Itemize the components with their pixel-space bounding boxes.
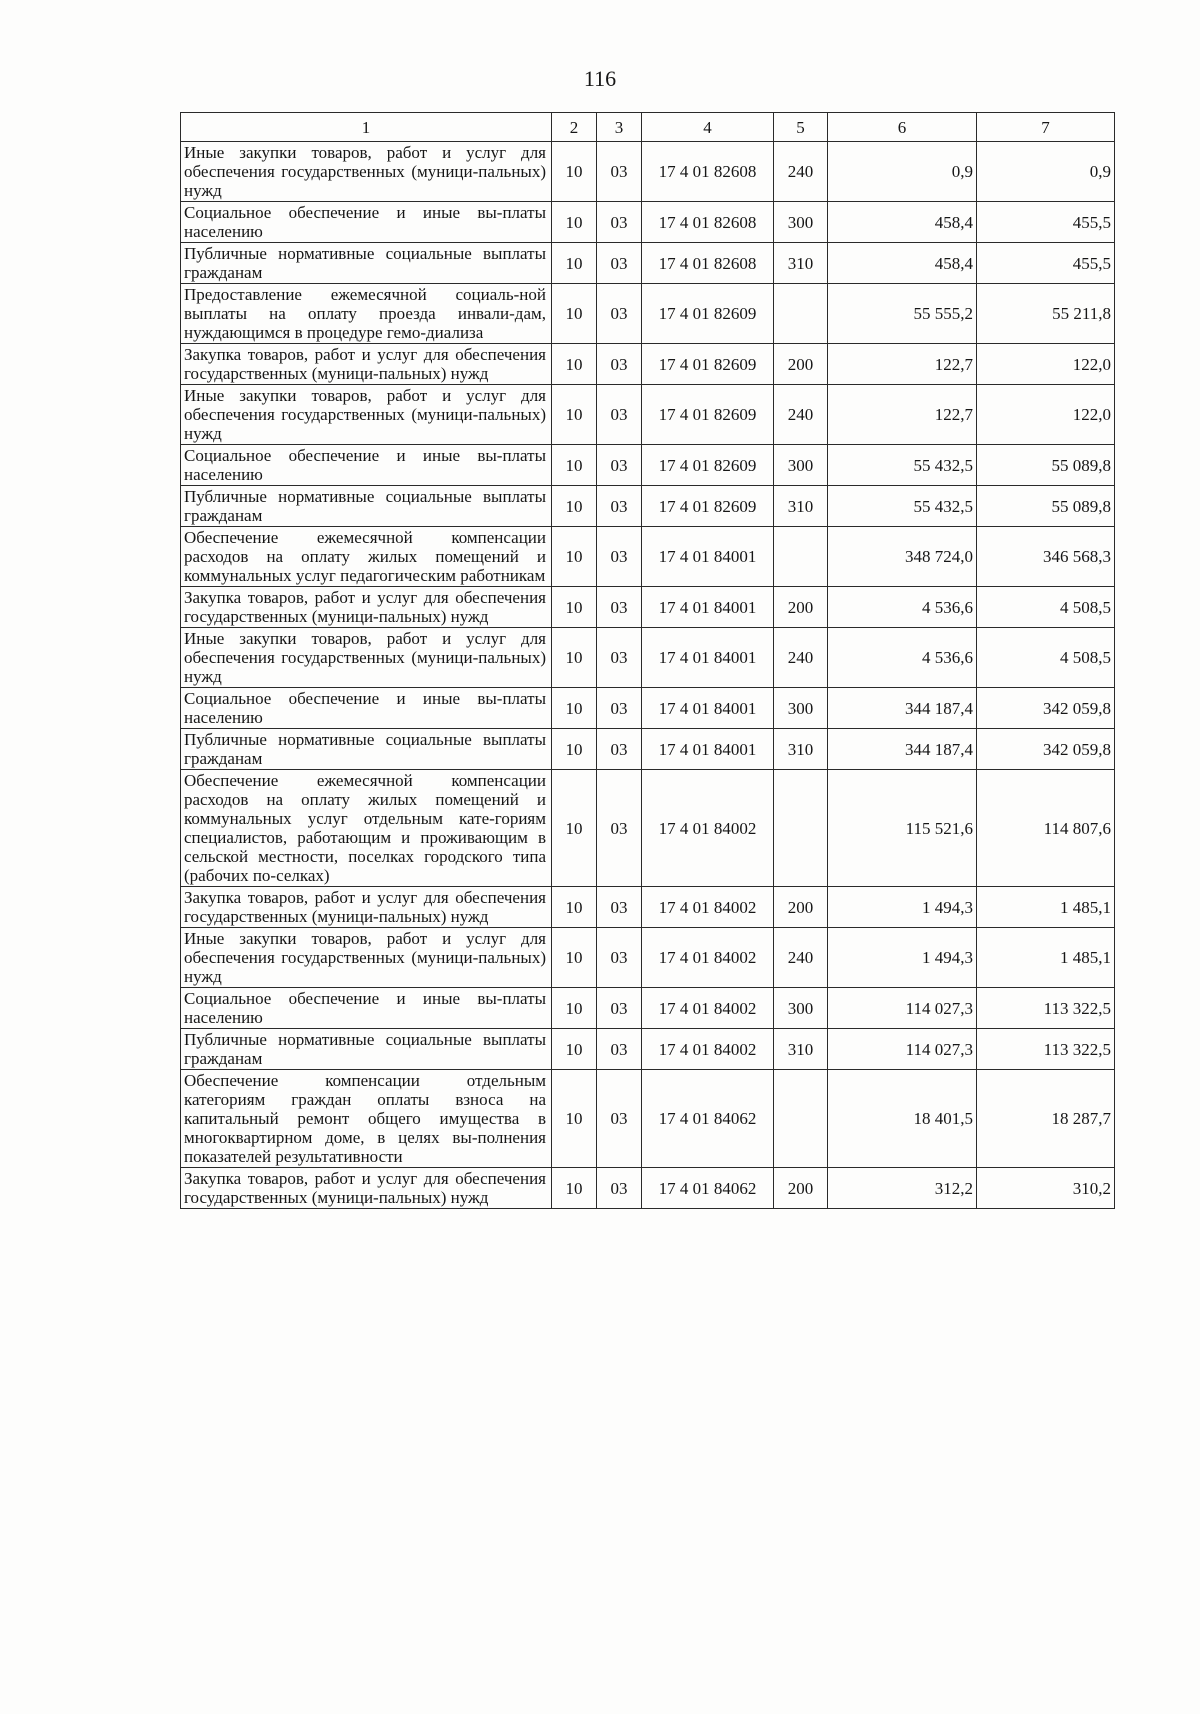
expense-type-code (774, 770, 828, 887)
table-body (181, 142, 1115, 1209)
amount-col-6: 55 432,5 (828, 445, 977, 486)
expense-type-code: 300 (774, 688, 828, 729)
expense-type-code: 240 (774, 142, 828, 202)
row-description: Социальное обеспечение и иные вы-платы населению (181, 988, 552, 1029)
amount-col-6: 18 401,5 (828, 1070, 977, 1168)
subsection-code: 03 (597, 243, 642, 284)
amount-col-7: 346 568,3 (977, 527, 1115, 587)
section-code: 10 (552, 344, 597, 385)
section-code: 10 (552, 688, 597, 729)
amount-col-6: 114 027,3 (828, 1029, 977, 1070)
target-article-code: 17 4 01 84002 (642, 770, 774, 887)
target-article-code: 17 4 01 82608 (642, 243, 774, 284)
subsection-code: 03 (597, 587, 642, 628)
row-description: Иные закупки товаров, работ и услуг для обеспечения государственных (муници-пальных) нужд (181, 928, 552, 988)
amount-col-7: 114 807,6 (977, 770, 1115, 887)
amount-col-7: 18 287,7 (977, 1070, 1115, 1168)
target-article-code: 17 4 01 84001 (642, 628, 774, 688)
column-header: 4 (642, 113, 774, 142)
table-row (181, 385, 1115, 445)
amount-col-6: 1 494,3 (828, 887, 977, 928)
target-article-code: 17 4 01 84002 (642, 928, 774, 988)
amount-col-7: 455,5 (977, 243, 1115, 284)
row-description: Публичные нормативные социальные выплаты гражданам (181, 729, 552, 770)
amount-col-6: 458,4 (828, 202, 977, 243)
section-code: 10 (552, 445, 597, 486)
expense-type-code: 200 (774, 344, 828, 385)
table-row (181, 243, 1115, 284)
column-header: 5 (774, 113, 828, 142)
subsection-code: 03 (597, 202, 642, 243)
row-description: Иные закупки товаров, работ и услуг для обеспечения государственных (муници-пальных) нужд (181, 142, 552, 202)
target-article-code: 17 4 01 82609 (642, 284, 774, 344)
amount-col-7: 310,2 (977, 1168, 1115, 1209)
section-code: 10 (552, 587, 597, 628)
expense-type-code: 310 (774, 486, 828, 527)
subsection-code: 03 (597, 928, 642, 988)
expense-type-code: 310 (774, 1029, 828, 1070)
table-row (181, 770, 1115, 887)
section-code: 10 (552, 770, 597, 887)
table-row (181, 142, 1115, 202)
table-header (181, 113, 1115, 142)
row-description: Иные закупки товаров, работ и услуг для обеспечения государственных (муници-пальных) нужд (181, 385, 552, 445)
target-article-code: 17 4 01 84001 (642, 587, 774, 628)
subsection-code: 03 (597, 729, 642, 770)
amount-col-6: 122,7 (828, 385, 977, 445)
expense-type-code: 200 (774, 1168, 828, 1209)
subsection-code: 03 (597, 142, 642, 202)
target-article-code: 17 4 01 84001 (642, 688, 774, 729)
target-article-code: 17 4 01 84001 (642, 527, 774, 587)
row-description: Публичные нормативные социальные выплаты гражданам (181, 243, 552, 284)
target-article-code: 17 4 01 82608 (642, 202, 774, 243)
expense-type-code (774, 284, 828, 344)
expense-type-code: 300 (774, 202, 828, 243)
amount-col-7: 1 485,1 (977, 928, 1115, 988)
row-description: Социальное обеспечение и иные вы-платы населению (181, 445, 552, 486)
row-description: Публичные нормативные социальные выплаты гражданам (181, 1029, 552, 1070)
amount-col-7: 455,5 (977, 202, 1115, 243)
target-article-code: 17 4 01 82609 (642, 445, 774, 486)
subsection-code: 03 (597, 1029, 642, 1070)
row-description: Социальное обеспечение и иные вы-платы населению (181, 688, 552, 729)
amount-col-6: 458,4 (828, 243, 977, 284)
expense-type-code: 310 (774, 243, 828, 284)
amount-col-6: 122,7 (828, 344, 977, 385)
table-row (181, 928, 1115, 988)
subsection-code: 03 (597, 445, 642, 486)
expense-type-code (774, 1070, 828, 1168)
target-article-code: 17 4 01 82609 (642, 344, 774, 385)
expense-type-code: 310 (774, 729, 828, 770)
column-header: 7 (977, 113, 1115, 142)
row-description: Иные закупки товаров, работ и услуг для обеспечения государственных (муници-пальных) нужд (181, 628, 552, 688)
section-code: 10 (552, 385, 597, 445)
target-article-code: 17 4 01 84001 (642, 729, 774, 770)
row-description: Закупка товаров, работ и услуг для обеспечения государственных (муници-пальных) нужд (181, 344, 552, 385)
section-code: 10 (552, 887, 597, 928)
subsection-code: 03 (597, 770, 642, 887)
table-row (181, 486, 1115, 527)
column-header: 2 (552, 113, 597, 142)
target-article-code: 17 4 01 84002 (642, 1029, 774, 1070)
table-row (181, 587, 1115, 628)
amount-col-6: 0,9 (828, 142, 977, 202)
amount-col-7: 55 089,8 (977, 486, 1115, 527)
amount-col-7: 0,9 (977, 142, 1115, 202)
amount-col-7: 113 322,5 (977, 1029, 1115, 1070)
subsection-code: 03 (597, 628, 642, 688)
table-row (181, 988, 1115, 1029)
section-code: 10 (552, 1168, 597, 1209)
amount-col-6: 55 555,2 (828, 284, 977, 344)
section-code: 10 (552, 527, 597, 587)
table-row (181, 527, 1115, 587)
subsection-code: 03 (597, 1168, 642, 1209)
row-description: Обеспечение компенсации отдельным категориям граждан оплаты взноса на капитальный ремонт общего имущества в многоквартирном доме, в целях вы-полнения показателей результативности (181, 1070, 552, 1168)
row-description: Обеспечение ежемесячной компенсации расходов на оплату жилых помещений и коммунальных услуг отдельным кате-гориям специалистов, работающим и проживающим в сельской местности, поселках городского типа (рабочих по-селках) (181, 770, 552, 887)
section-code: 10 (552, 628, 597, 688)
amount-col-6: 312,2 (828, 1168, 977, 1209)
table-row (181, 729, 1115, 770)
amount-col-7: 4 508,5 (977, 628, 1115, 688)
column-header: 6 (828, 113, 977, 142)
subsection-code: 03 (597, 527, 642, 587)
expense-type-code: 200 (774, 887, 828, 928)
amount-col-7: 342 059,8 (977, 729, 1115, 770)
amount-col-6: 344 187,4 (828, 688, 977, 729)
row-description: Социальное обеспечение и иные вы-платы населению (181, 202, 552, 243)
subsection-code: 03 (597, 988, 642, 1029)
subsection-code: 03 (597, 284, 642, 344)
section-code: 10 (552, 243, 597, 284)
subsection-code: 03 (597, 385, 642, 445)
amount-col-6: 115 521,6 (828, 770, 977, 887)
target-article-code: 17 4 01 84002 (642, 988, 774, 1029)
section-code: 10 (552, 988, 597, 1029)
column-header: 3 (597, 113, 642, 142)
budget-table (180, 112, 1115, 1209)
section-code: 10 (552, 202, 597, 243)
subsection-code: 03 (597, 688, 642, 729)
target-article-code: 17 4 01 82608 (642, 142, 774, 202)
row-description: Закупка товаров, работ и услуг для обеспечения государственных (муници-пальных) нужд (181, 1168, 552, 1209)
amount-col-6: 4 536,6 (828, 587, 977, 628)
column-header: 1 (181, 113, 552, 142)
table-row (181, 628, 1115, 688)
subsection-code: 03 (597, 887, 642, 928)
table-row (181, 445, 1115, 486)
amount-col-7: 4 508,5 (977, 587, 1115, 628)
target-article-code: 17 4 01 82609 (642, 385, 774, 445)
amount-col-7: 55 089,8 (977, 445, 1115, 486)
page-number: 116 (583, 66, 617, 91)
section-code: 10 (552, 729, 597, 770)
expense-type-code: 300 (774, 988, 828, 1029)
amount-col-7: 55 211,8 (977, 284, 1115, 344)
row-description: Закупка товаров, работ и услуг для обеспечения государственных (муници-пальных) нужд (181, 587, 552, 628)
subsection-code: 03 (597, 1070, 642, 1168)
amount-col-7: 342 059,8 (977, 688, 1115, 729)
target-article-code: 17 4 01 84002 (642, 887, 774, 928)
amount-col-6: 344 187,4 (828, 729, 977, 770)
amount-col-7: 122,0 (977, 344, 1115, 385)
expense-type-code (774, 527, 828, 587)
expense-type-code: 240 (774, 628, 828, 688)
amount-col-7: 122,0 (977, 385, 1115, 445)
amount-col-6: 114 027,3 (828, 988, 977, 1029)
table-row (181, 202, 1115, 243)
target-article-code: 17 4 01 84062 (642, 1168, 774, 1209)
table-row (181, 284, 1115, 344)
amount-col-6: 55 432,5 (828, 486, 977, 527)
amount-col-6: 1 494,3 (828, 928, 977, 988)
section-code: 10 (552, 284, 597, 344)
row-description: Обеспечение ежемесячной компенсации расходов на оплату жилых помещений и коммунальных услуг педагогическим работникам (181, 527, 552, 587)
expense-type-code: 300 (774, 445, 828, 486)
section-code: 10 (552, 142, 597, 202)
row-description: Публичные нормативные социальные выплаты гражданам (181, 486, 552, 527)
table-row (181, 1029, 1115, 1070)
amount-col-7: 113 322,5 (977, 988, 1115, 1029)
amount-col-7: 1 485,1 (977, 887, 1115, 928)
expense-type-code: 240 (774, 928, 828, 988)
expense-type-code: 200 (774, 587, 828, 628)
target-article-code: 17 4 01 84062 (642, 1070, 774, 1168)
table-row (181, 1070, 1115, 1168)
table-row (181, 344, 1115, 385)
section-code: 10 (552, 928, 597, 988)
subsection-code: 03 (597, 344, 642, 385)
target-article-code: 17 4 01 82609 (642, 486, 774, 527)
amount-col-6: 348 724,0 (828, 527, 977, 587)
section-code: 10 (552, 1070, 597, 1168)
section-code: 10 (552, 1029, 597, 1070)
subsection-code: 03 (597, 486, 642, 527)
row-description: Предоставление ежемесячной социаль-ной выплаты на оплату проезда инвали-дам, нуждающимся в процедуре гемо-диализа (181, 284, 552, 344)
expense-type-code: 240 (774, 385, 828, 445)
table-row (181, 1168, 1115, 1209)
row-description: Закупка товаров, работ и услуг для обеспечения государственных (муници-пальных) нужд (181, 887, 552, 928)
section-code: 10 (552, 486, 597, 527)
header-row (181, 113, 1115, 142)
table-row (181, 688, 1115, 729)
amount-col-6: 4 536,6 (828, 628, 977, 688)
table-row (181, 887, 1115, 928)
